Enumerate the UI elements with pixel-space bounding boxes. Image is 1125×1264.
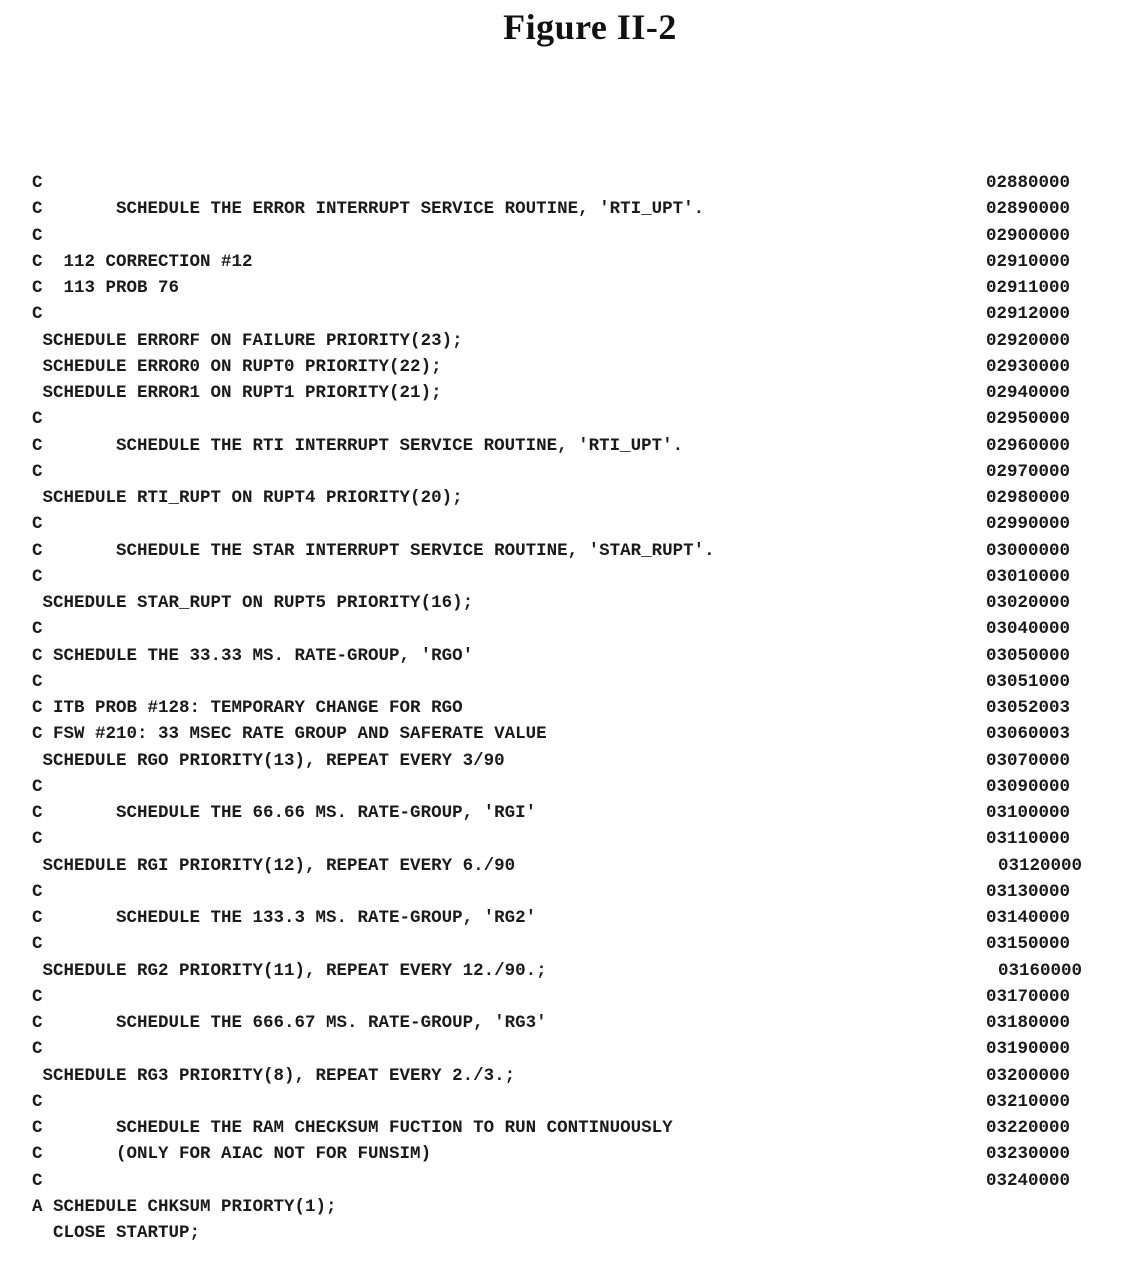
sequence-number: 02930000 bbox=[986, 356, 1071, 377]
code-text: C bbox=[32, 619, 43, 640]
figure-title: Figure II-2 bbox=[503, 7, 677, 47]
code-line bbox=[0, 958, 1125, 984]
sequence-number: 02960000 bbox=[986, 435, 1071, 456]
sequence-number: 02970000 bbox=[986, 461, 1071, 482]
sequence-number: 03180000 bbox=[986, 1013, 1071, 1033]
code-line bbox=[0, 538, 1125, 564]
code-line bbox=[0, 905, 1125, 931]
code-line bbox=[0, 1089, 1125, 1115]
code-line bbox=[0, 249, 1125, 275]
code-text: C bbox=[32, 461, 43, 482]
code-line bbox=[0, 433, 1125, 459]
code-text: C SCHEDULE THE 133.3 MS. RATE-GROUP, 'RG2' bbox=[32, 908, 537, 928]
code-text: C bbox=[32, 566, 43, 587]
code-text: C bbox=[32, 1039, 43, 1060]
code-line bbox=[0, 485, 1125, 511]
sequence-number: 03150000 bbox=[986, 934, 1071, 955]
sequence-number: 03090000 bbox=[986, 776, 1071, 797]
code-text: C FSW #210: 33 MSEC RATE GROUP AND SAFERATE VALUE bbox=[32, 724, 547, 745]
code-text: C SCHEDULE THE RAM CHECKSUM FUCTION TO RUN CONTINUOUSLY bbox=[32, 1118, 673, 1138]
sequence-number: 03190000 bbox=[986, 1039, 1071, 1060]
code-text: C bbox=[32, 409, 43, 430]
code-line bbox=[0, 1141, 1125, 1167]
sequence-number: 03210000 bbox=[986, 1091, 1071, 1112]
sequence-number: 02880000 bbox=[986, 173, 1071, 193]
code-line bbox=[0, 170, 1125, 196]
code-line bbox=[0, 459, 1125, 485]
sequence-number: 02912000 bbox=[986, 304, 1071, 325]
code-line bbox=[0, 1115, 1125, 1141]
code-line bbox=[0, 328, 1125, 354]
code-line bbox=[0, 511, 1125, 537]
sequence-number: 03070000 bbox=[986, 750, 1071, 771]
code-text: CLOSE STARTUP; bbox=[32, 1223, 201, 1243]
code-text: SCHEDULE RG3 PRIORITY(8), REPEAT EVERY 2./3.; bbox=[32, 1065, 516, 1086]
sequence-number: 02980000 bbox=[986, 488, 1071, 508]
code-line bbox=[0, 826, 1125, 852]
code-text: C 113 PROB 76 bbox=[32, 278, 180, 298]
code-line bbox=[0, 196, 1125, 222]
sequence-number: 02911000 bbox=[986, 278, 1071, 298]
sequence-number: 02940000 bbox=[986, 383, 1071, 403]
code-line bbox=[0, 643, 1125, 669]
sequence-number: 03050000 bbox=[986, 645, 1071, 666]
sequence-number: 02890000 bbox=[986, 199, 1071, 220]
code-listing bbox=[0, 170, 1125, 1246]
code-line bbox=[0, 301, 1125, 327]
code-text: C SCHEDULE THE ERROR INTERRUPT SERVICE ROUTINE, 'RTI_UPT'. bbox=[32, 199, 705, 220]
code-line bbox=[0, 853, 1125, 879]
code-line bbox=[0, 564, 1125, 590]
code-text: SCHEDULE ERROR0 ON RUPT0 PRIORITY(22); bbox=[32, 356, 442, 377]
sequence-number: 03130000 bbox=[986, 881, 1071, 902]
code-text: SCHEDULE ERRORF ON FAILURE PRIORITY(23); bbox=[32, 330, 463, 351]
sequence-number: 02920000 bbox=[986, 330, 1071, 351]
sequence-number: 03000000 bbox=[986, 540, 1071, 561]
code-text: C bbox=[32, 829, 43, 850]
code-line bbox=[0, 616, 1125, 642]
code-line bbox=[0, 931, 1125, 957]
sequence-number: 03010000 bbox=[986, 566, 1071, 587]
code-text: C bbox=[32, 934, 43, 955]
code-text: C SCHEDULE THE STAR INTERRUPT SERVICE ROUTINE, 'STAR_RUPT'. bbox=[32, 540, 715, 561]
sequence-number: 03240000 bbox=[986, 1170, 1071, 1191]
sequence-number: 03100000 bbox=[986, 803, 1071, 823]
code-line bbox=[0, 1036, 1125, 1062]
sequence-number: 03060003 bbox=[986, 724, 1071, 745]
code-text: C bbox=[32, 225, 43, 246]
code-text: C SCHEDULE THE 66.66 MS. RATE-GROUP, 'RGI' bbox=[32, 803, 537, 823]
sequence-number: 03020000 bbox=[986, 593, 1071, 613]
code-text: SCHEDULE RGO PRIORITY(13), REPEAT EVERY 3/90 bbox=[32, 750, 505, 771]
sequence-number: 03220000 bbox=[986, 1118, 1071, 1138]
code-line bbox=[0, 590, 1125, 616]
sequence-number: 03051000 bbox=[986, 671, 1071, 692]
code-line bbox=[0, 748, 1125, 774]
code-line bbox=[0, 774, 1125, 800]
sequence-number: 03170000 bbox=[986, 986, 1071, 1007]
code-text: C bbox=[32, 173, 43, 193]
code-text: SCHEDULE STAR_RUPT ON RUPT5 PRIORITY(16); bbox=[32, 593, 474, 613]
code-text: SCHEDULE ERROR1 ON RUPT1 PRIORITY(21); bbox=[32, 383, 442, 403]
code-text: C SCHEDULE THE RTI INTERRUPT SERVICE ROUTINE, 'RTI_UPT'. bbox=[32, 435, 684, 456]
code-line bbox=[0, 1168, 1125, 1194]
code-line bbox=[0, 879, 1125, 905]
code-line bbox=[0, 984, 1125, 1010]
code-line bbox=[0, 695, 1125, 721]
code-line bbox=[0, 721, 1125, 747]
sequence-number: 02900000 bbox=[986, 225, 1071, 246]
code-line bbox=[0, 1010, 1125, 1036]
code-line bbox=[0, 1063, 1125, 1089]
sequence-number: 03230000 bbox=[986, 1144, 1071, 1165]
code-line bbox=[0, 669, 1125, 695]
sequence-number: 03040000 bbox=[986, 619, 1071, 640]
code-text: C bbox=[32, 1170, 43, 1191]
sequence-number: 03110000 bbox=[986, 829, 1071, 850]
sequence-number: 02910000 bbox=[986, 251, 1071, 272]
code-text: C bbox=[32, 776, 43, 797]
code-line bbox=[0, 223, 1125, 249]
sequence-number: 03160000 bbox=[998, 960, 1083, 981]
code-text: A SCHEDULE CHKSUM PRIORTY(1); bbox=[32, 1196, 337, 1217]
code-text: C bbox=[32, 881, 43, 902]
code-text: C SCHEDULE THE 666.67 MS. RATE-GROUP, 'RG3' bbox=[32, 1013, 547, 1033]
code-line bbox=[0, 800, 1125, 826]
sequence-number: 03200000 bbox=[986, 1065, 1071, 1086]
sequence-number: 02990000 bbox=[986, 514, 1071, 535]
sequence-number: 02950000 bbox=[986, 409, 1071, 430]
sequence-number: 03140000 bbox=[986, 908, 1071, 928]
code-line bbox=[0, 1194, 1125, 1220]
code-line bbox=[0, 380, 1125, 406]
sequence-number: 03052003 bbox=[986, 698, 1071, 718]
code-text: C 112 CORRECTION #12 bbox=[32, 251, 253, 272]
code-text: C bbox=[32, 986, 43, 1007]
code-line bbox=[0, 275, 1125, 301]
code-line bbox=[0, 1220, 1125, 1246]
code-text: C bbox=[32, 304, 43, 325]
code-text: SCHEDULE RTI_RUPT ON RUPT4 PRIORITY(20); bbox=[32, 488, 463, 508]
code-line bbox=[0, 406, 1125, 432]
code-text: SCHEDULE RG2 PRIORITY(11), REPEAT EVERY 12./90.; bbox=[32, 960, 547, 981]
code-text: C bbox=[32, 514, 43, 535]
code-line bbox=[0, 354, 1125, 380]
sequence-number: 03120000 bbox=[998, 855, 1083, 876]
code-text: C SCHEDULE THE 33.33 MS. RATE-GROUP, 'RGO' bbox=[32, 645, 474, 666]
code-text: C bbox=[32, 1091, 43, 1112]
code-text: C (ONLY FOR AIAC NOT FOR FUNSIM) bbox=[32, 1144, 432, 1165]
code-text: C ITB PROB #128: TEMPORARY CHANGE FOR RGO bbox=[32, 698, 463, 718]
code-text: C bbox=[32, 671, 43, 692]
code-text: SCHEDULE RGI PRIORITY(12), REPEAT EVERY 6./90 bbox=[32, 855, 516, 876]
